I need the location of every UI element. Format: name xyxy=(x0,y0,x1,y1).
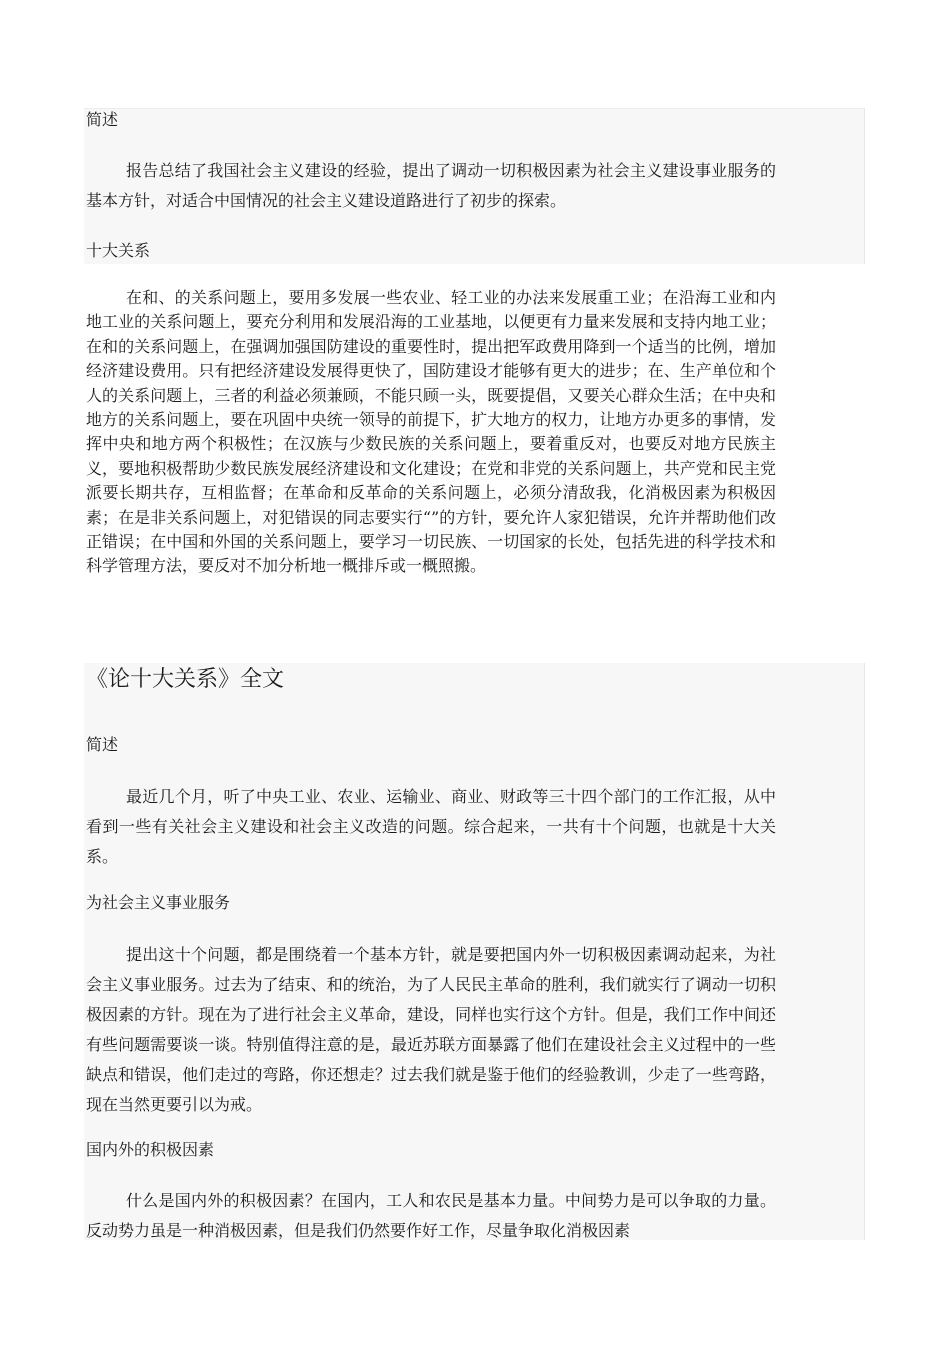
full-text-title: 《论十大关系》全文 xyxy=(86,667,285,692)
intro-paragraph: 最近几个月，听了中央工业、农业、运输业、商业、财政等三十四个部门的工作汇报，从中看到一些有关社会主义建设和社会主义改造的问题。综合起来，一共有十个问题，也就是十大关系。 xyxy=(86,787,776,866)
section-heading-summary-2: 简述 xyxy=(86,735,119,754)
positive-factors-paragraph: 什么是国内外的积极因素？在国内，工人和农民是基本力量。中间势力是可以争取的力量。反动势力虽是一种消极因素，但是我们仍然要作好工作，尽量争取化消极因素 xyxy=(86,1191,776,1240)
section-heading-serve-socialism: 为社会主义事业服务 xyxy=(86,893,231,912)
summary-paragraph: 报告总结了我国社会主义建设的经验，提出了调动一切积极因素为社会主义建设事业服务的基本方针，对适合中国情况的社会主义建设道路进行了初步的探索。 xyxy=(86,161,776,210)
section-heading-ten-relations: 十大关系 xyxy=(86,241,151,260)
ten-relations-paragraph: 在和、的关系问题上，要用多发展一些农业、轻工业的办法来发展重工业；在沿海工业和内地工业的关系问题上，要充分利用和发展沿海的工业基地，以便更有力量来发展和支持内地工业；在和的关系问题上，在强调加强国防建设的重要性时，提出把军政费用降到一个适当的比例，增加经济建设费用。只有把经济建设发展得更快了，国防建设才能够有更大的进步；在、生产单位和个人的关系问题上，三者的利益必须兼顾，不能只顾一头，既要提倡，又要关心群众生活；在中央和地方的关系问题上，要在巩固中央统一领导的前提下，扩大地方的权力，让地方办更多的事情，发挥中央和地方两个积极性；在汉族与少数民族的关系问题上，要着重反对，也要反对地方民族主义，要地积极帮助少数民族发展经济建设和文化建设；在党和非党的关系问题上，共产党和民主党派要长期共存，互相监督；在革命和反革命的关系问题上，必须分清敌我，化消极因素为积极因素；在是非关系问题上，对犯错误的同志要实行“”的方针，要允许人家犯错误，允许并帮助他们改正错误；在中国和外国的关系问题上，要学习一切民族、一切国家的长处，包括先进的科学技术和科学管理方法，要反对不加分析地一概排斥或一概照搬。 xyxy=(86,288,776,576)
serve-socialism-paragraph: 提出这十个问题，都是围绕着一个基本方针，就是要把国内外一切积极因素调动起来，为社会主义事业服务。过去为了结束、和的统治，为了人民民主革命的胜利，我们就实行了调动一切积极因素的方针。现在为了进行社会主义革命，建设，同样也实行这个方针。但是，我们工作中间还有些问题需要谈一谈。特别值得注意的是，最近苏联方面暴露了他们在建设社会主义过程中的一些缺点和错误，他们走过的弯路，你还想走？过去我们就是鉴于他们的经验教训，少走了一些弯路，现在当然更要引以为戒。 xyxy=(86,945,776,1114)
section-heading-summary: 简述 xyxy=(86,110,119,129)
section-heading-positive-factors: 国内外的积极因素 xyxy=(86,1140,215,1159)
